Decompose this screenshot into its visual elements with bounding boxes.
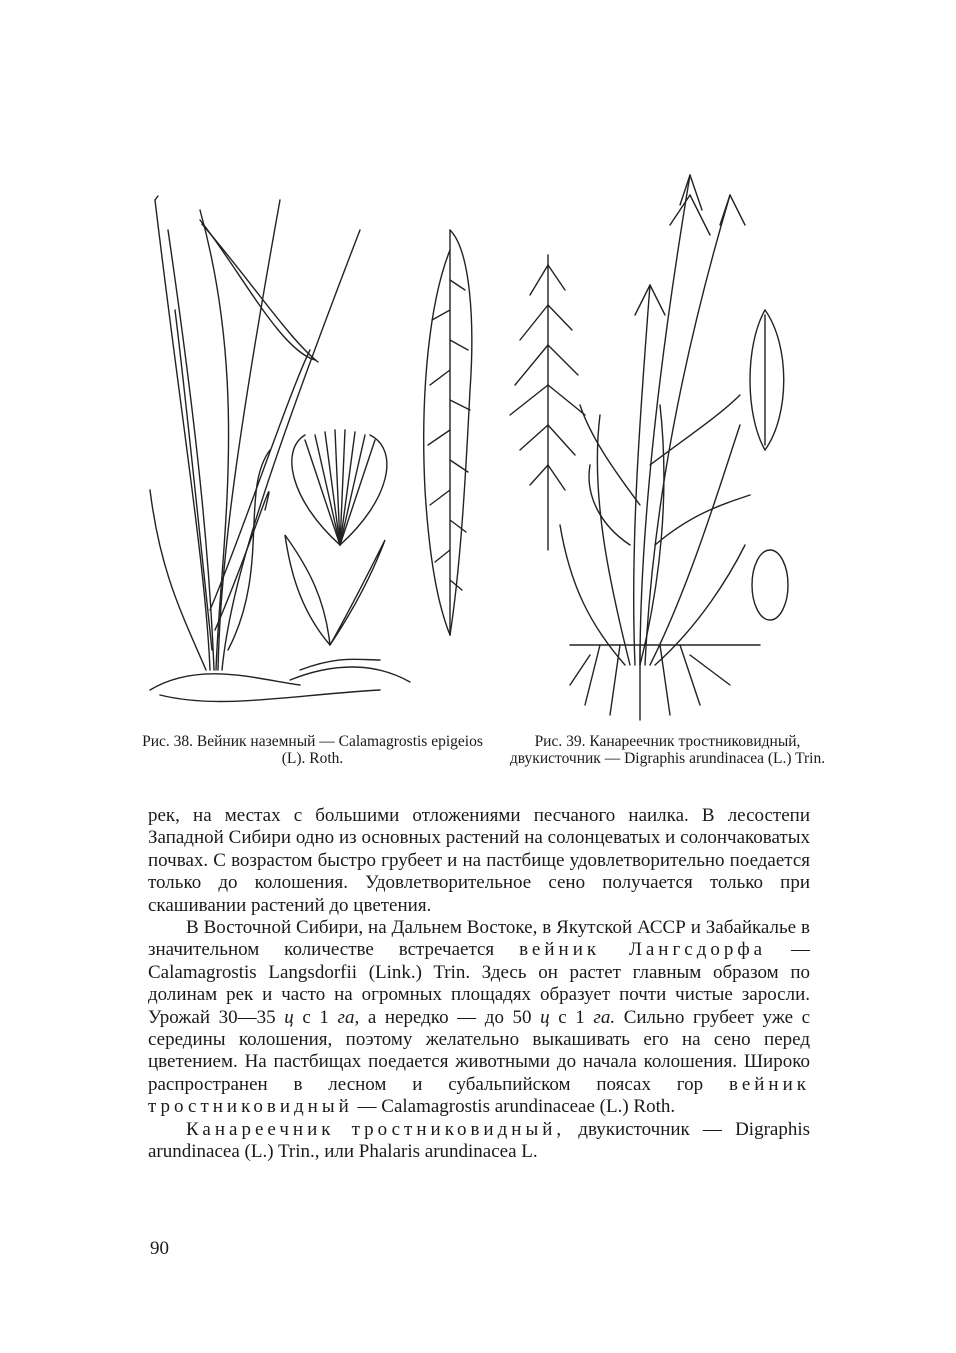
p2-text-c: с 1 [302, 1006, 329, 1028]
calamagrostis-drawing [140, 190, 480, 720]
unit-hectare-1: га, [337, 1006, 360, 1028]
p2-text-b: — Calamagrostis Langsdorfii (Link.) Trin. Здесь он растет главным образом по долинам рек и часто на огромных площадях образует почти чистые заросли. Урожай 30—35 [148, 939, 811, 1028]
species-phalaris: Канареечник тростниковидный, [186, 1118, 566, 1140]
paragraph-2 [148, 917, 810, 1119]
unit-hectare-2: га. [593, 1006, 616, 1028]
p2-text-a: В Восточной Сибири, на Дальнем Востоке, в Якутской АССР и Забайкалье в значительном количестве встречается [148, 917, 810, 961]
figure-38-caption-text: Вейник наземный — Calamagrostis epigeios (L). Roth. [196, 733, 483, 767]
digraphis-drawing [490, 165, 820, 725]
figure-38-caption [140, 733, 485, 767]
figure-39-caption-text: Канареечник тростниковидный, двукисточник — Digraphis arundinacea (L.) Trin. [509, 733, 826, 767]
p3-text-a: двукисточник — Digraphis arundinacea (L.) Trin., или Phalaris arundinacea L. [148, 1118, 811, 1163]
figure-38-illustration [140, 190, 480, 720]
body-text [148, 805, 810, 1164]
species-langsdorfii: вейник Лангсдорфа [519, 939, 767, 961]
p2-text-g: — Calamagrostis arundinaceae (L.) Roth. [357, 1096, 676, 1118]
species-arundinaceae: вейник тростниковидный [148, 1073, 810, 1118]
paragraph-3 [148, 1119, 810, 1164]
paragraph-1: рек, на местах с большими отложениями песчаного наилка. В лесостепи Западной Сибири одно из основных растений на солонцеватых и солончаковатых почвах. С возрастом быстро грубеет и на пастбище удовлетворительно поедается только до колошения. Удовлетворительное сено получается только при скашивании растений до цветения. [148, 805, 810, 916]
unit-centner-2: ц [540, 1006, 550, 1028]
p2-text-e: с 1 [558, 1006, 585, 1028]
page-number: 90 [150, 1238, 169, 1259]
unit-centner-1: ц [284, 1006, 294, 1028]
p2-text-f: Сильно грубеет уже с середины колошения, поэтому желательно выкашивать его на сено перед цветением. На пастбищах поедается животными до начала колошения. Широко распространен в лесном и субальпийском поясах гор [148, 1006, 811, 1095]
figure-39-illustration [490, 165, 820, 725]
p2-text-d: а нередко — до 50 [367, 1006, 532, 1028]
figure-38-label: Рис. 38. [142, 733, 194, 750]
figure-39-label: Рис. 39. [534, 733, 586, 750]
figure-39-caption [495, 733, 840, 767]
